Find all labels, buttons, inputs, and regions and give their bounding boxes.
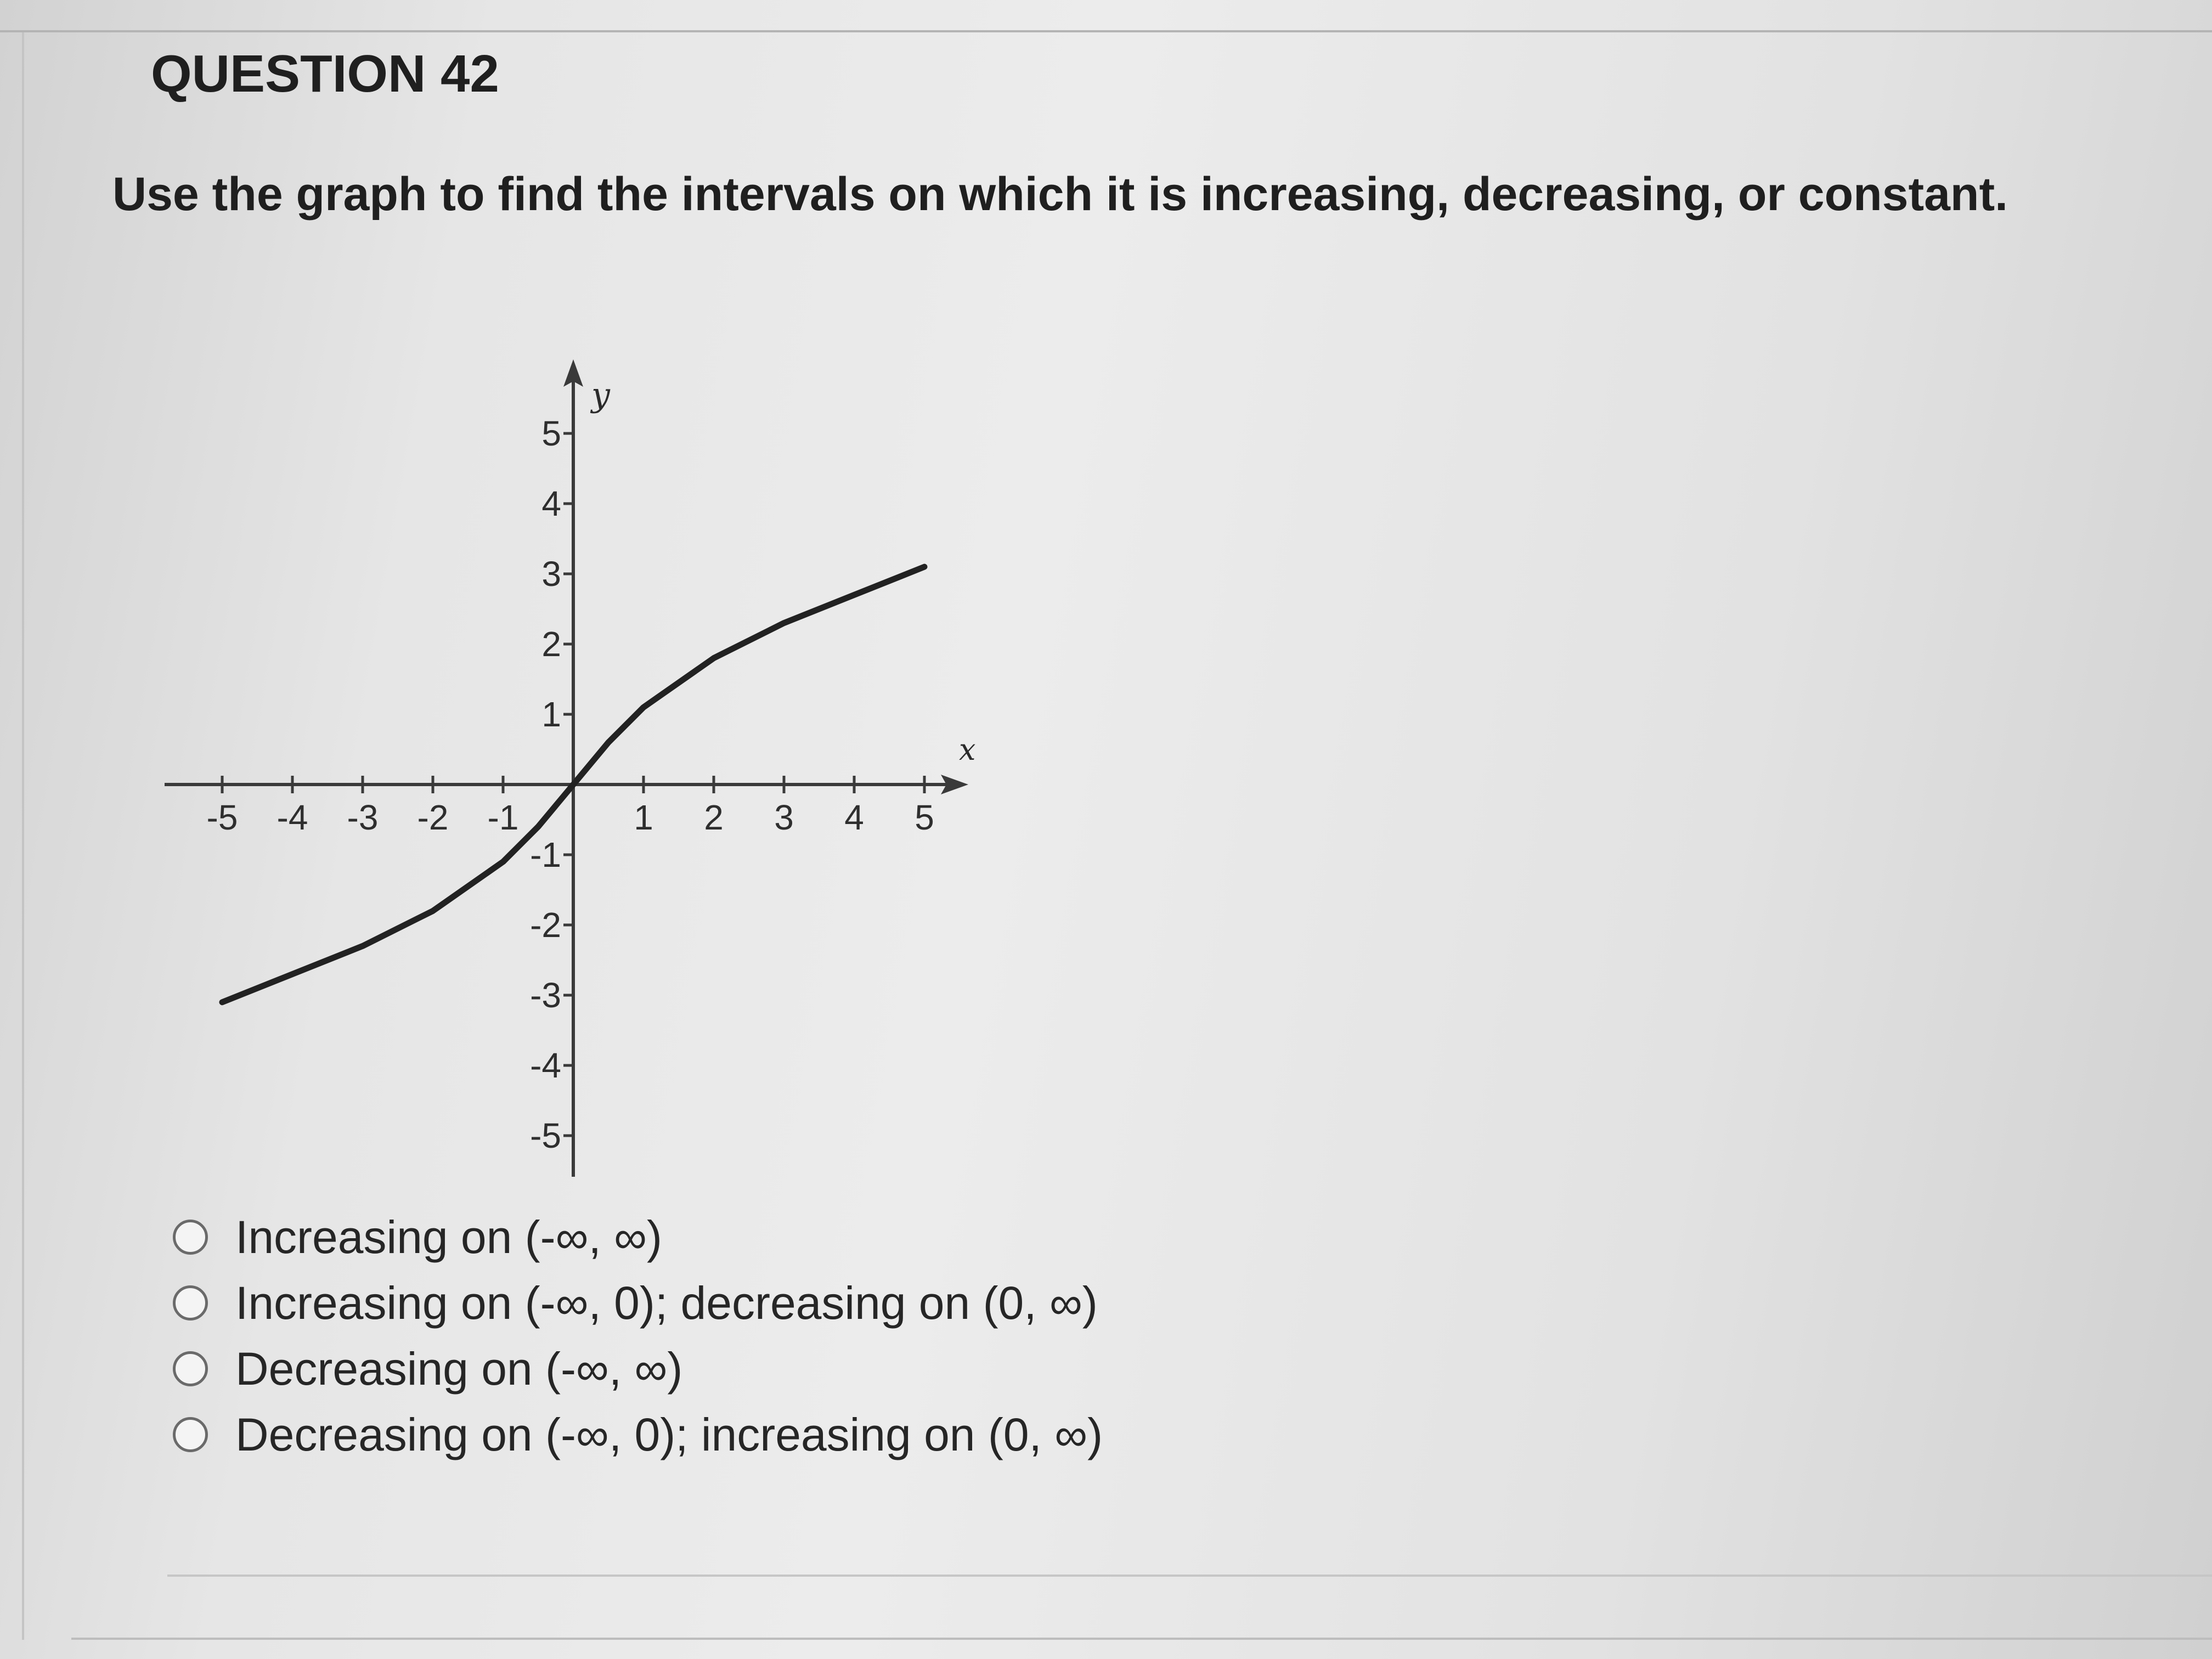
x-tick-label: -5	[206, 798, 238, 837]
y-tick-label: 2	[541, 624, 561, 664]
option-label: Increasing on (-∞, 0); decreasing on (0, ∞)	[235, 1277, 1098, 1329]
x-tick-label: 1	[634, 798, 653, 837]
x-tick-label: 2	[704, 798, 724, 837]
x-tick-label: -1	[487, 798, 519, 837]
radio-button-icon[interactable]	[173, 1417, 208, 1452]
y-tick-label: 3	[541, 554, 561, 594]
y-tick-label: 1	[541, 695, 561, 734]
x-tick-label: -4	[276, 798, 308, 837]
x-tick-label: 3	[774, 798, 794, 837]
axes	[165, 359, 975, 1177]
function-graph	[143, 351, 998, 1207]
y-tick-label: 5	[541, 414, 561, 453]
x-tick-label: -2	[417, 798, 449, 837]
radio-button-icon[interactable]	[173, 1285, 208, 1321]
question-prompt: Use the graph to find the intervals on which it is increasing, decreasing, or constant.	[112, 168, 2008, 221]
footer-divider	[71, 1638, 2212, 1640]
y-tick-label: 4	[541, 484, 561, 523]
x-axis-label: x	[959, 732, 976, 767]
option-label: Decreasing on (-∞, 0); increasing on (0, ∞)	[235, 1408, 1103, 1460]
y-tick-label: -2	[530, 905, 561, 945]
question-number: QUESTION 42	[151, 44, 499, 103]
y-tick-label: -4	[530, 1046, 561, 1085]
radio-button-icon[interactable]	[173, 1220, 208, 1255]
answer-options	[173, 1204, 1380, 1468]
option-label: Decreasing on (-∞, ∞)	[235, 1342, 683, 1395]
y-tick-label: -1	[530, 835, 561, 874]
bottom-divider	[167, 1575, 2212, 1577]
option-2[interactable]	[173, 1270, 1380, 1336]
y-tick-label: -3	[530, 975, 561, 1015]
x-tick-label: 4	[844, 798, 864, 837]
x-tick-label: -3	[347, 798, 379, 837]
y-axis-label: y	[591, 376, 610, 414]
option-4[interactable]	[173, 1402, 1380, 1468]
option-1[interactable]	[173, 1204, 1380, 1270]
option-3[interactable]	[173, 1336, 1380, 1402]
x-tick-label: 5	[915, 798, 934, 837]
y-tick-label: -5	[530, 1116, 561, 1155]
option-label: Increasing on (-∞, ∞)	[235, 1211, 663, 1263]
radio-button-icon[interactable]	[173, 1351, 208, 1386]
